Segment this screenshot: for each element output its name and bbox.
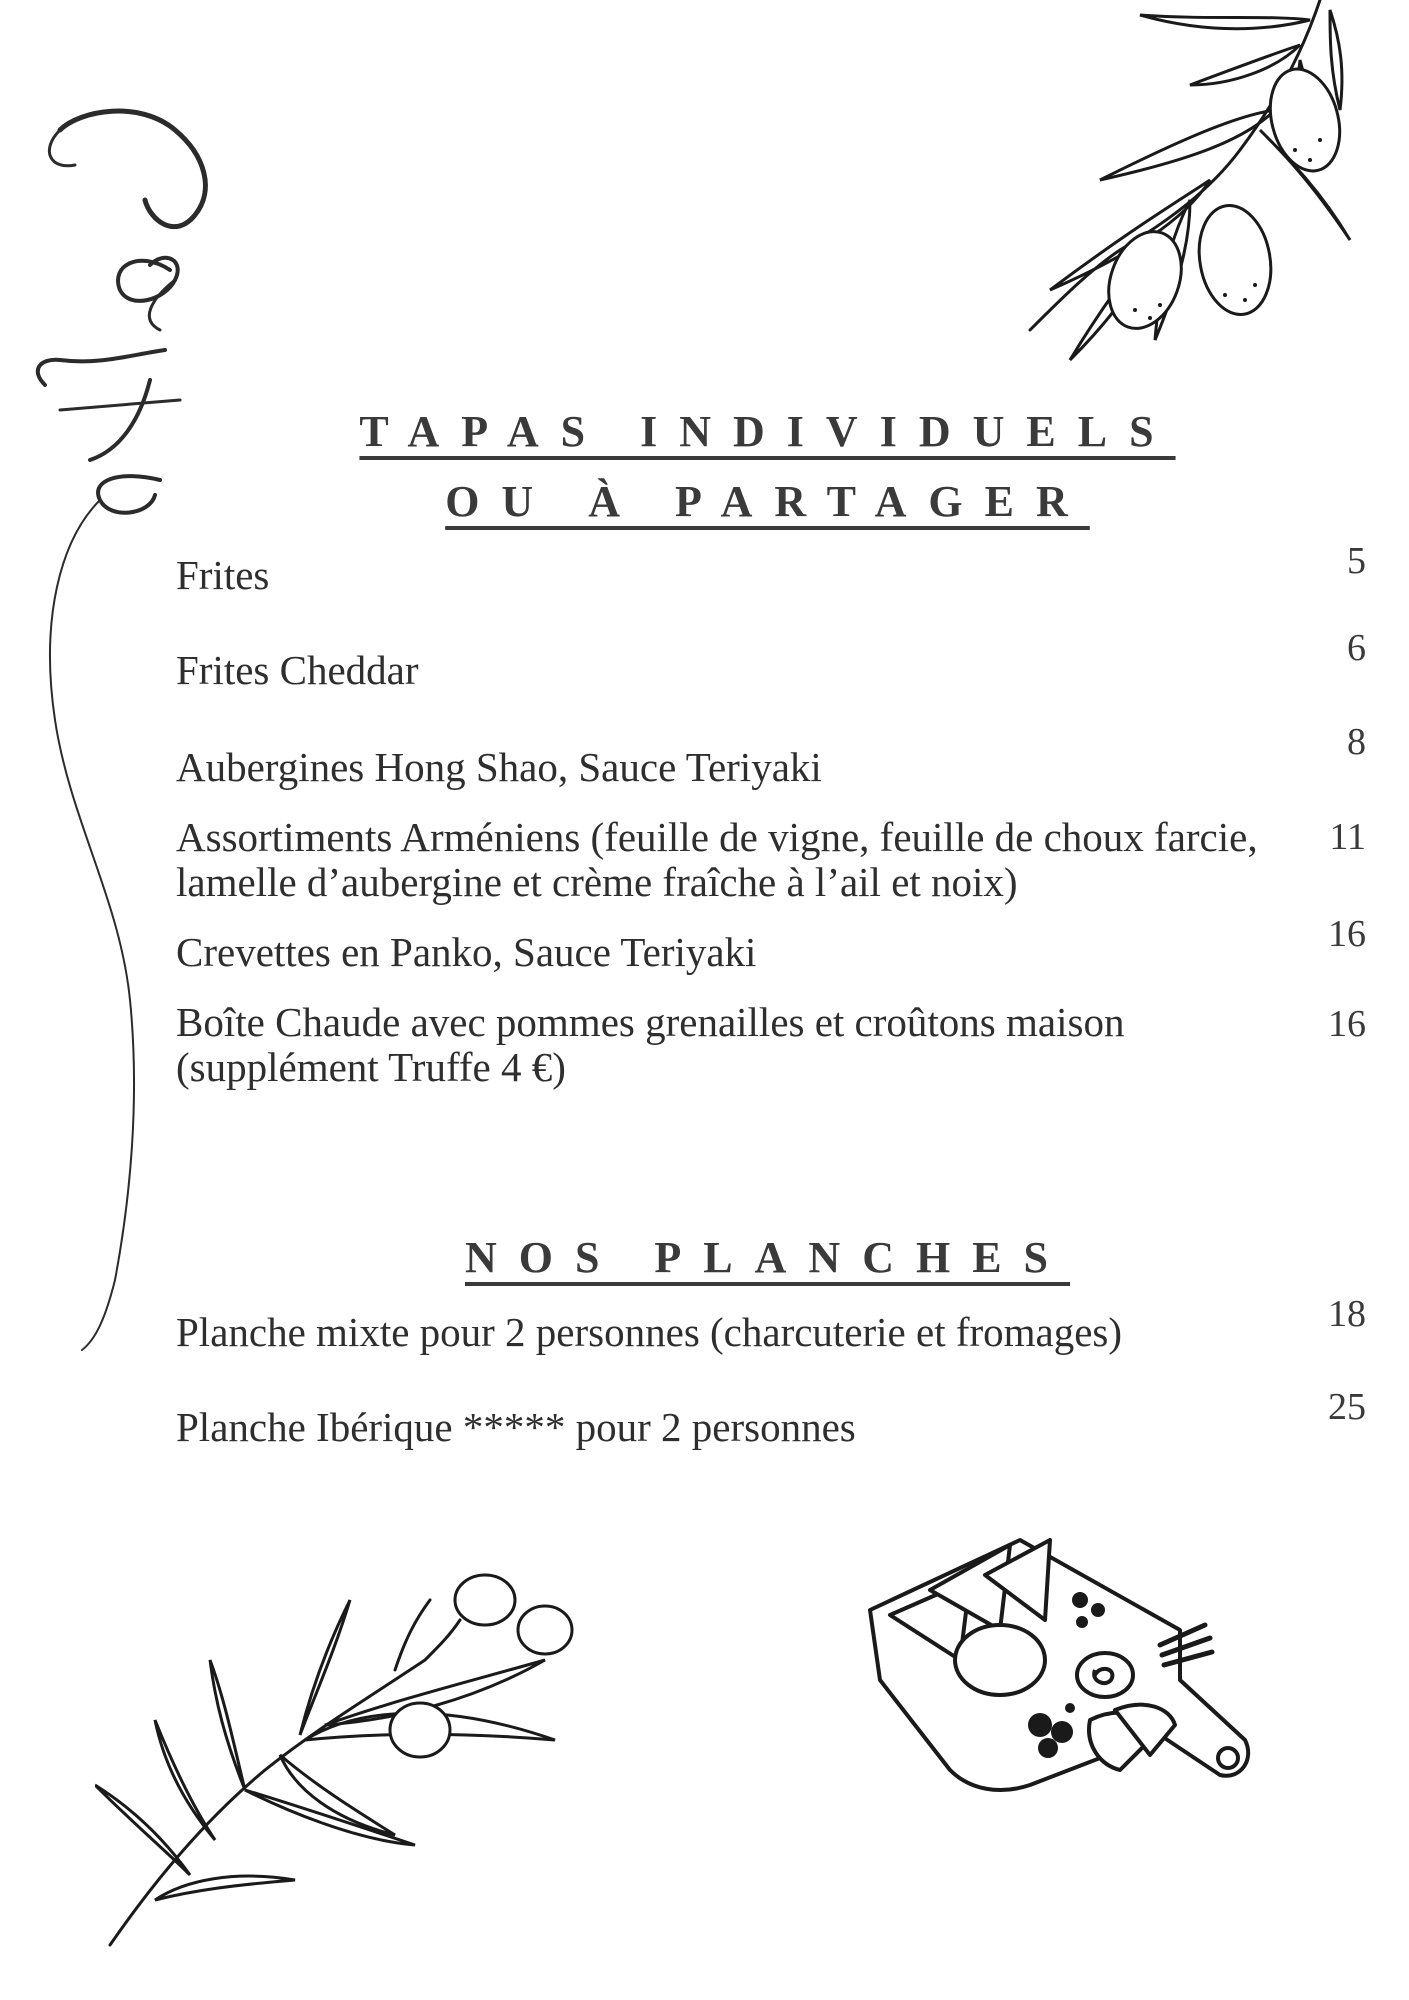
menu-item-price: 11: [1329, 816, 1366, 858]
menu-item-price: 8: [1347, 721, 1366, 763]
menu-item-price: 16: [1328, 913, 1366, 955]
menu-item-price: 6: [1347, 627, 1366, 669]
carte-script-icon: [0, 0, 230, 1420]
olive-branch-icon: [1010, 0, 1370, 420]
section-title-line: TAPAS INDIVIDUELS: [359, 407, 1176, 456]
menu-item: [176, 913, 1366, 975]
menu-item-name: Frites Cheddar: [176, 647, 419, 693]
menu-item: [176, 1386, 1366, 1450]
menu-item: [176, 627, 1366, 693]
menu-item: [176, 1000, 1366, 1090]
charcuterie-board-icon: [850, 1520, 1270, 1820]
menu-item-name: Planche Ibérique ***** pour 2 personnes: [176, 1404, 856, 1450]
menu-item: [176, 540, 1366, 598]
menu-item-price: 5: [1347, 540, 1366, 582]
section-title-tapas-line2: [180, 477, 1355, 526]
menu-item-name: Frites: [176, 552, 270, 598]
section-title-tapas: [180, 407, 1355, 456]
olive-branch-icon: [95, 1540, 575, 1960]
menu-item-name: Boîte Chaude avec pommes grenailles et croûtons maison (supplément Truffe 4 €): [176, 999, 1125, 1090]
menu-item: [176, 721, 1366, 790]
menu-item-price: 16: [1328, 1003, 1366, 1045]
menu-item: [176, 815, 1366, 905]
section-title-line: OU À PARTAGER: [445, 477, 1090, 526]
menu-item-name: Assortiments Arméniens (feuille de vigne, feuille de choux farcie, lamelle d’aubergine et crème fraîche à l’ail et noix): [176, 814, 1258, 905]
menu-item-price: 18: [1328, 1293, 1366, 1335]
menu-item-name: Crevettes en Panko, Sauce Teriyaki: [176, 929, 757, 975]
menu-item-name: Planche mixte pour 2 personnes (charcuterie et fromages): [176, 1309, 1123, 1355]
section-title-line: NOS PLANCHES: [464, 1233, 1071, 1282]
menu-item-price: 25: [1328, 1386, 1366, 1428]
menu-item: [176, 1293, 1366, 1355]
menu-item-name: Aubergines Hong Shao, Sauce Teriyaki: [176, 744, 822, 790]
section-title-planches: [180, 1233, 1355, 1282]
